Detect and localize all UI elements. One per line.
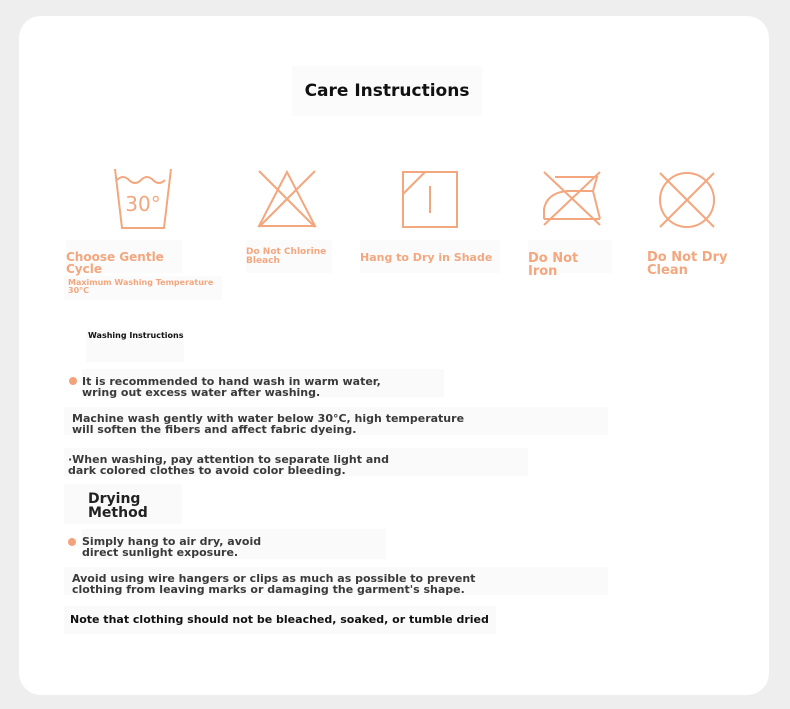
max-temp-label: Maximum Washing Temperature 30°C (64, 276, 222, 300)
drying-item: Avoid using wire hangers or clips as much as possible to prevent clothing from leaving marks or damaging the garment's shape. (64, 567, 608, 595)
wash-30-icon (112, 166, 174, 232)
washing-item: ·When washing, pay attention to separate light and dark colored clothes to avoid color bleeding. (64, 448, 528, 476)
page-title: Care Instructions (292, 66, 482, 116)
drying-item: Note that clothing should not be bleached, soaked, or tumble dried (64, 606, 496, 634)
washing-item: Machine wash gently with water below 30°C, high temperature will soften the fibers and affect fabric dyeing. (64, 407, 608, 435)
washing-item: It is recommended to hand wash in warm water, wring out excess water after washing. (82, 369, 444, 397)
bullet-dot (69, 377, 77, 385)
bullet-dot (68, 538, 76, 546)
drying-heading: Drying Method (88, 491, 148, 521)
no-bleach-label: Do Not Chlorine Bleach (246, 240, 332, 273)
wash-label: Choose Gentle Cycle (66, 240, 182, 273)
no-dry-clean-icon (656, 170, 718, 230)
no-dry-clean-label: Do Not Dry Clean (647, 250, 728, 278)
no-iron-icon (541, 169, 603, 229)
no-bleach-icon (255, 168, 319, 230)
line-dry-shade-icon (401, 170, 459, 230)
line-dry-label: Hang to Dry in Shade (360, 240, 500, 273)
washing-heading: Washing Instructions (88, 331, 184, 340)
wash-temp-text: 30° (125, 192, 161, 216)
no-iron-label: Do Not Iron (528, 240, 612, 273)
drying-item: Simply hang to air dry, avoid direct sunlight exposure. (82, 529, 386, 559)
